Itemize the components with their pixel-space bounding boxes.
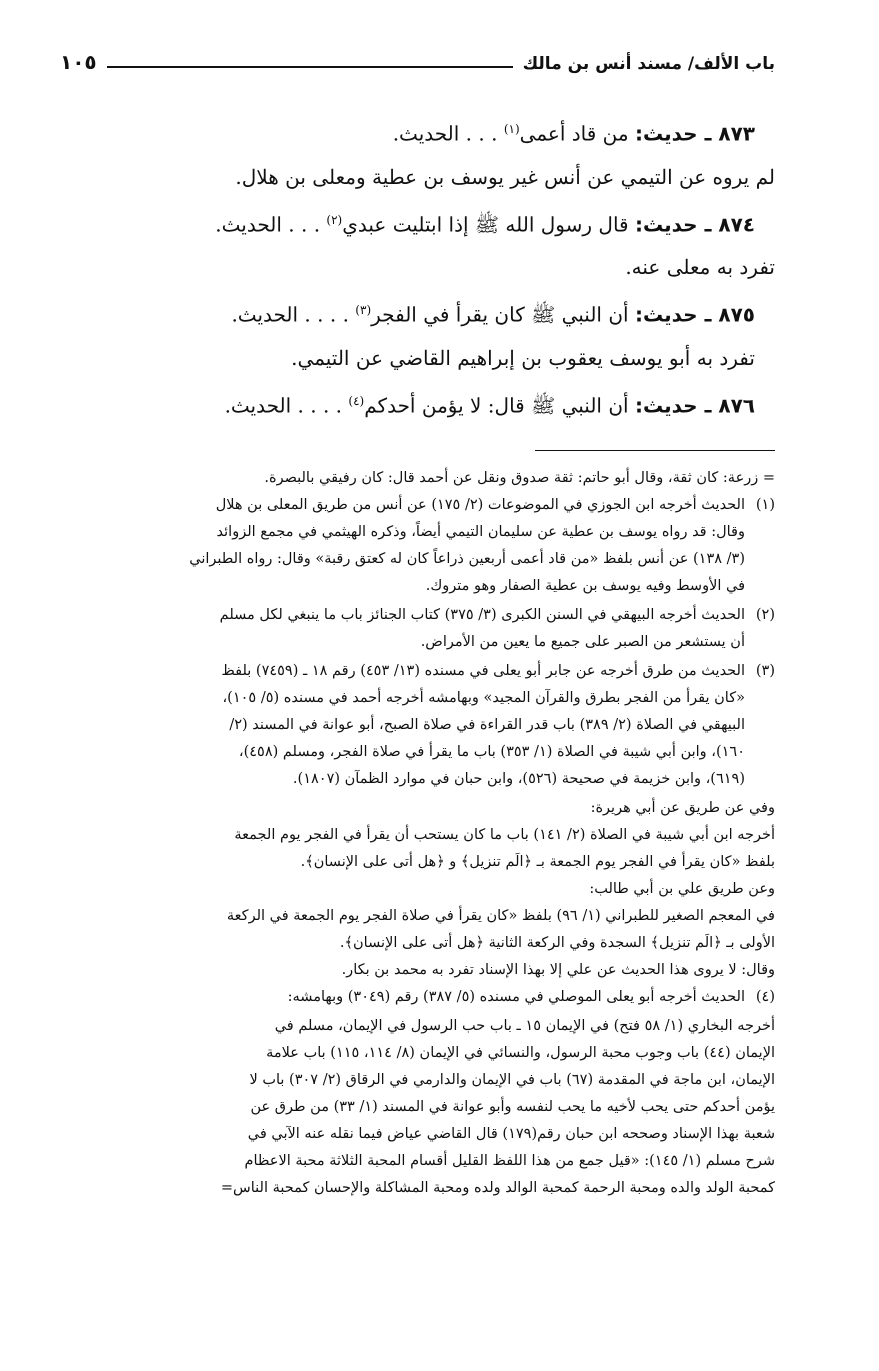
hadith-875 [60, 289, 775, 337]
footnote-4-subsection [60, 1013, 775, 1202]
hadith-tail: . . . الحديث. [392, 121, 498, 146]
page [60, 40, 775, 1340]
footnote-line: يؤمن أحدكم حتى يحب لأخيه ما يحب لنفسه وأبو عوانة في المسند (١/ ٣٣) من طرق عن [250, 1098, 775, 1115]
hadith-number: ٨٧٣ ـ حديث: [634, 121, 755, 146]
footnote-line: البيهقي في الصلاة (٢/ ٣٨٩) باب قدر القراءة في صلاة الصبح، أبو عوانة في المسند (٢/ [229, 716, 745, 733]
footnote-line: كمحبة الولد والده ومحبة الرحمة كمحبة الوالد ولده ومحبة المشاكلة والإحسان كمحبة الناس= [220, 1179, 775, 1196]
footnote-line: شعبة بهذا الإسناد وصححه ابن حبان رقم(١٧٩) قال القاضي عياض فيما نقله عنه الآبي في [247, 1125, 775, 1142]
running-header [60, 40, 775, 74]
footnote-line: أن يستشعر من الصبر على جميع ما يعين من الأمراض. [420, 633, 745, 650]
header-title: باب الألف/ مسند أنس بن مالك [522, 54, 775, 74]
hadith-tail: . . . . الحديث. [224, 393, 343, 418]
footnote-body [60, 492, 745, 600]
footnote-continuation: = زرعة: كان ثقة، وقال أبو حاتم: ثقة صدوق ونقل عن أحمد قال: كان رفيقي بالبصرة. [264, 469, 775, 486]
hadith-876 [60, 380, 775, 428]
hadith-tail: . . . . الحديث. [231, 302, 349, 327]
footnote-line: أخرجه البخاري (١/ ٥٨ فتح) في الإيمان ١٥ ـ باب حب الرسول في الإيمان، مسلم في [274, 1017, 775, 1034]
footnote-line: الإيمان، ابن ماجة في المقدمة (٦٧) باب في الإيمان والدارمي في الرقاق (٢/ ٣٠٧) باب لا [249, 1071, 775, 1088]
footnote-ref: (٣) [355, 303, 372, 318]
footnote-4 [60, 984, 775, 1011]
footnote-line: أخرجه ابن أبي شيبة في الصلاة (٢/ ١٤١) باب ما كان يستحب أن يقرأ في الفجر يوم الجمعة [234, 826, 775, 843]
footnote-ref: (٤) [348, 393, 365, 408]
footnote-line: الإيمان (٤٤) باب وجوب محبة الرسول، والنسائي في الإيمان (٨/ ١١٤، ١١٥) باب علامة [266, 1044, 775, 1061]
hadith-text: أن النبي ﷺ كان يقرأ في الفجر [371, 302, 629, 327]
footnote-line: (٦١٩)، وابن خزيمة في صحيحة (٥٢٦)، وابن حبان في موارد الظمآن (١٨٠٧). [292, 770, 745, 787]
footnote-ref: (٢) [326, 212, 343, 227]
commentary-line: تفرد به معلى عنه. [625, 255, 775, 280]
footnote-number: (٤) [755, 988, 775, 1005]
footnotes [60, 465, 775, 1202]
footnote-number: (١) [755, 496, 775, 513]
footnote-line: وعن طريق علي بن أبي طالب: [589, 880, 775, 897]
footnote-line: في الأوسط وفيه يوسف بن عطية الصفار وهو متروك. [425, 577, 745, 594]
footnote-separator [535, 450, 775, 451]
footnote-body [60, 658, 745, 793]
hadith-number: ٨٧٥ ـ حديث: [634, 302, 755, 327]
footnote-line: الحديث من طرق أخرجه عن جابر أبو يعلى في مسنده (١٣/ ٤٥٣) رقم ١٨ ـ (٧٤٥٩) بلفظ [221, 662, 745, 679]
footnote-line: (٣/ ١٣٨) عن أنس بلفظ «من قاد أعمى أربعين ذراعاً كان له كعتق رقبة» وقال: رواه الطبراني [189, 550, 745, 567]
commentary-line: لم يروه عن التيمي عن أنس غير يوسف بن عطية ومعلى بن هلال. [235, 164, 775, 189]
footnote-line: الحديث أخرجه أبو يعلى الموصلي في مسنده (٥/ ٣٨٧) رقم (٣٠٤٩) وبهامشه: [287, 988, 745, 1005]
footnote-line: الأولى بـ ﴿الَم تنزيل﴾ السجدة وفي الركعة الثانية ﴿هل أتى على الإنسان﴾. [339, 934, 775, 951]
main-text [60, 108, 775, 428]
footnote-2 [60, 602, 775, 656]
hadith-number: ٨٧٦ ـ حديث: [634, 393, 755, 418]
footnote-line: ١٦٠)، وابن أبي شيبة في الصلاة (١/ ٣٥٣) باب ما يقرأ في صلاة الفجر، ومسلم (٤٥٨)، [238, 743, 745, 760]
footnote-line: بلفظ «كان يقرأ في الفجر يوم الجمعة بـ ﴿الَم تنزيل﴾ و ﴿هل أتى على الإنسان﴾. [300, 853, 775, 870]
footnote-3 [60, 658, 775, 793]
footnote-ref: (١) [503, 122, 520, 136]
footnote-line: وقال: لا يروى هذا الحديث عن علي إلا بهذا الإسناد تفرد به محمد بن بكار. [341, 961, 775, 978]
hadith-tail: . . . الحديث. [215, 212, 321, 237]
hadith-874 [60, 199, 775, 247]
footnote-body [60, 602, 745, 656]
footnote-1 [60, 492, 775, 600]
hadith-873 [60, 108, 775, 156]
commentary-line: تفرد به أبو يوسف يعقوب بن إبراهيم القاضي عن التيمي. [291, 345, 755, 370]
page-number: ١٠٥ [60, 50, 97, 74]
footnote-line: شرح مسلم (١/ ١٤٥): «قيل جمع من هذا اللفظ القليل أقسام المحبة الثلاثة محبة الاعظام [244, 1152, 775, 1169]
footnote-line: وقال: قد رواه يوسف بن عطية عن سليمان التيمي أيضاً، وذكره الهيثمي في مجمع الزوائد [216, 523, 745, 540]
hadith-text: قال رسول الله ﷺ إذا ابتليت عبدي [342, 212, 629, 237]
footnote-line: الحديث أخرجه البيهقي في السنن الكبرى (٣/ ٣٧٥) كتاب الجنائز باب ما ينبغي لكل مسلم [219, 606, 745, 623]
footnote-number: (٣) [755, 662, 775, 679]
footnote-line: في المعجم الصغير للطبراني (١/ ٩٦) بلفظ «كان يقرأ في صلاة الفجر يوم الجمعة في الركعة [226, 907, 775, 924]
header-rule [107, 66, 513, 68]
footnote-number: (٢) [755, 606, 775, 623]
hadith-number: ٨٧٤ ـ حديث: [634, 212, 755, 237]
hadith-text: أن النبي ﷺ قال: لا يؤمن أحدكم [364, 393, 629, 418]
footnote-body [60, 984, 745, 1011]
footnote-line: وفي عن طريق عن أبي هريرة: [590, 799, 775, 816]
footnote-line: «كان يقرأ من الفجر بطرق والقرآن المجيد» وبهامشه أخرجه أحمد في مسنده (٥/ ١٠٥)، [222, 689, 745, 706]
footnote-line: الحديث أخرجه ابن الجوزي في الموضوعات (٢/ ١٧٥) عن أنس من طريق المعلى بن هلال [215, 496, 745, 513]
hadith-text: من قاد أعمى [519, 121, 629, 146]
footnote-3-subsection [60, 795, 775, 984]
